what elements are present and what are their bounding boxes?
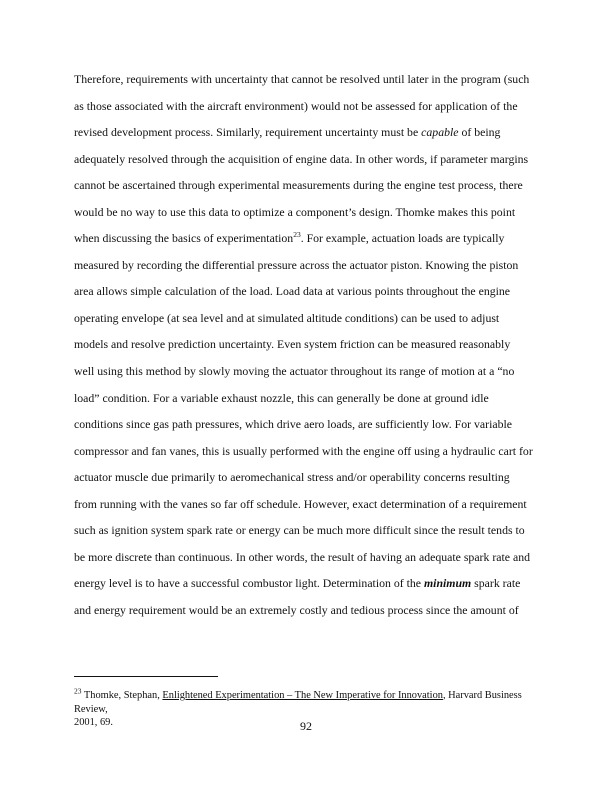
footnote-divider (74, 676, 218, 677)
text-line: revised development process. Similarly, requirement uncertainty must be capable of being (74, 125, 501, 140)
text-line: load” condition. For a variable exhaust nozzle, this can generally be done at ground idle (74, 390, 489, 405)
text-line: compressor and fan vanes, this is usually performed with the engine off using a hydraulic cart for (74, 443, 533, 458)
text-line: as those associated with the aircraft environment) would not be assessed for application of the (74, 98, 518, 113)
text-line: area allows simple calculation of the load. Load data at various points throughout the engine (74, 284, 511, 299)
body-paragraph (74, 66, 554, 623)
text-line: adequately resolved through the acquisition of engine data. In other words, if parameter margins (74, 151, 529, 166)
text-line: conditions since gas path pressures, which drive aero loads, are sufficiently low. For variable (74, 417, 512, 432)
page-number: 92 (300, 719, 312, 733)
footnote-source: , Harvard Business Review, (74, 690, 522, 715)
text-line: from running with the vanes so far off schedule. However, exact determination of a requirement (74, 496, 527, 511)
text-line: such as ignition system spark rate or energy can be much more difficult since the result tends to (74, 523, 525, 538)
footnote-marker: 23 (74, 686, 82, 696)
text-line: Therefore, requirements with uncertainty that cannot be resolved until later in the program (such (74, 72, 530, 86)
text-line: cannot be ascertained through experimental measurements during the engine test process, there (74, 178, 523, 193)
text-line: be more discrete than continuous. In other words, the result of having an adequate spark rate and (74, 549, 530, 564)
footnote-reference: 23 (293, 230, 301, 240)
emphasis-minimum: minimum (424, 576, 472, 591)
footnote-author: Thomke, Stephan, (81, 690, 163, 701)
text-line: measured by recording the differential pressure across the actuator piston. Knowing the piston (74, 257, 519, 272)
text-line: actuator muscle due primarily to aeromechanical stress and/or operability concerns resulting (74, 470, 510, 485)
text-line: models and resolve prediction uncertainty. Even system friction can be measured reasonably (74, 337, 511, 352)
text-line: and energy requirement would be an extremely costly and tedious process since the amount of (74, 602, 519, 617)
footnote-title: Enlightened Experimentation – The New Imperative for Innovation (162, 690, 443, 701)
footnote-year-page: 2001, 69. (74, 717, 113, 728)
text-line: would be no way to use this data to optimize a component’s design. Thomke makes this point (74, 204, 516, 219)
emphasis-capable: capable (421, 125, 459, 140)
text-line: when discussing the basics of experimentation$^{23}$. For example, actuation loads are typically (74, 230, 505, 246)
text-line: well using this method by slowly moving the actuator throughout its range of motion at a “no (74, 364, 515, 379)
text-line: operating envelope (at sea level and at simulated altitude conditions) can be used to adjust (74, 310, 500, 325)
text-line: energy level is to have a successful combustor light. Determination of the minimum spark rate (74, 576, 521, 591)
